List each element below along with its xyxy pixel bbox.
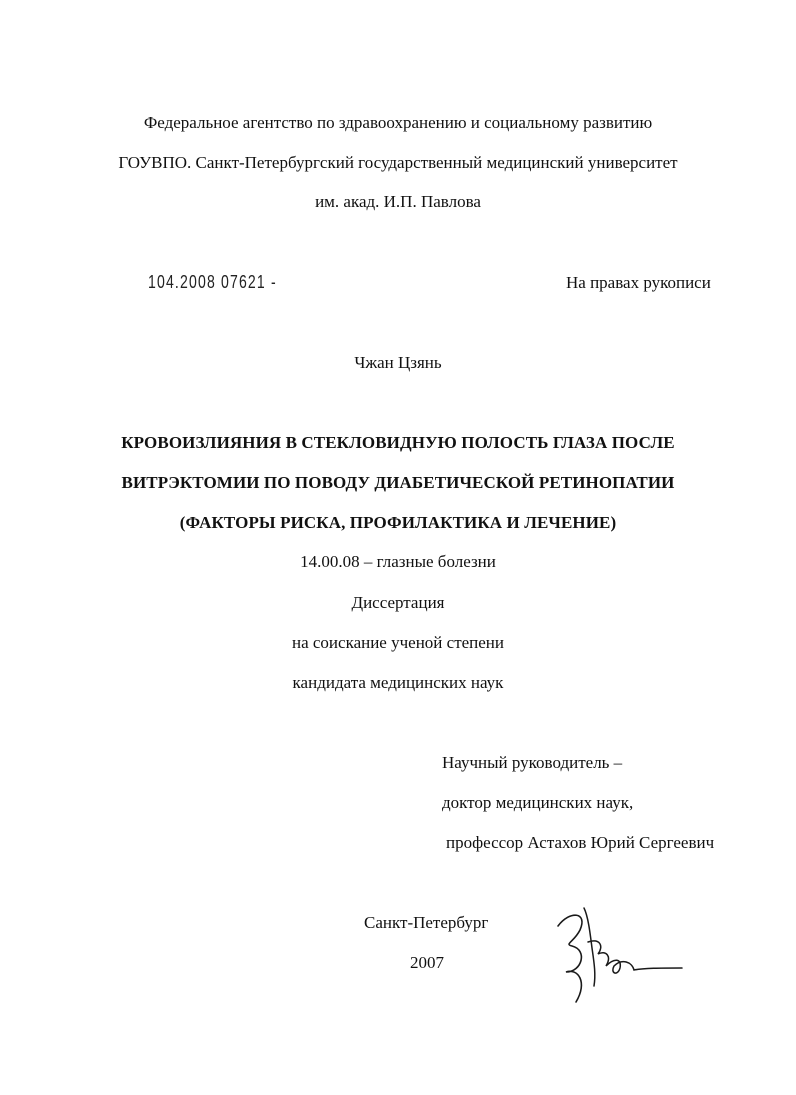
- supervisor-name: профессор Астахов Юрий Сергеевич: [446, 833, 715, 852]
- handwritten-signature: [548, 902, 688, 1012]
- university-named-after: им. акад. И.П. Павлова: [315, 192, 481, 211]
- manuscript-rights: На правах рукописи: [566, 273, 711, 292]
- agency-name: Федеральное агентство по здравоохранению и социальному развитию: [143, 113, 653, 132]
- degree-line-2: кандидата медицинских наук: [292, 673, 504, 692]
- author-name: Чжан Цзянь: [354, 353, 442, 372]
- degree-line-1: на соискание ученой степени: [291, 633, 505, 652]
- dissertation-title-line: (ФАКТОРЫ РИСКА, ПРОФИЛАКТИКА И ЛЕЧЕНИЕ): [179, 513, 617, 532]
- supervisor-degree: доктор медицинских наук,: [442, 793, 634, 812]
- work-type: Диссертация: [351, 593, 445, 612]
- university-name: ГОУВПО. Санкт-Петербургский государственный медицинский университет: [118, 153, 678, 172]
- year: 2007: [410, 953, 444, 972]
- specialty-code: 14.00.08 – глазные болезни: [300, 552, 496, 571]
- dissertation-title-line: ВИТРЭКТОМИИ ПО ПОВОДУ ДИАБЕТИЧЕСКОЙ РЕТИНОПАТИИ: [121, 473, 675, 492]
- supervisor-label: Научный руководитель –: [442, 753, 623, 772]
- city: Санкт-Петербург: [364, 913, 489, 932]
- archive-stamp-number: 104.2008 07621 -: [148, 272, 277, 292]
- dissertation-title-line: КРОВОИЗЛИЯНИЯ В СТЕКЛОВИДНУЮ ПОЛОСТЬ ГЛАЗА ПОСЛЕ: [121, 433, 675, 452]
